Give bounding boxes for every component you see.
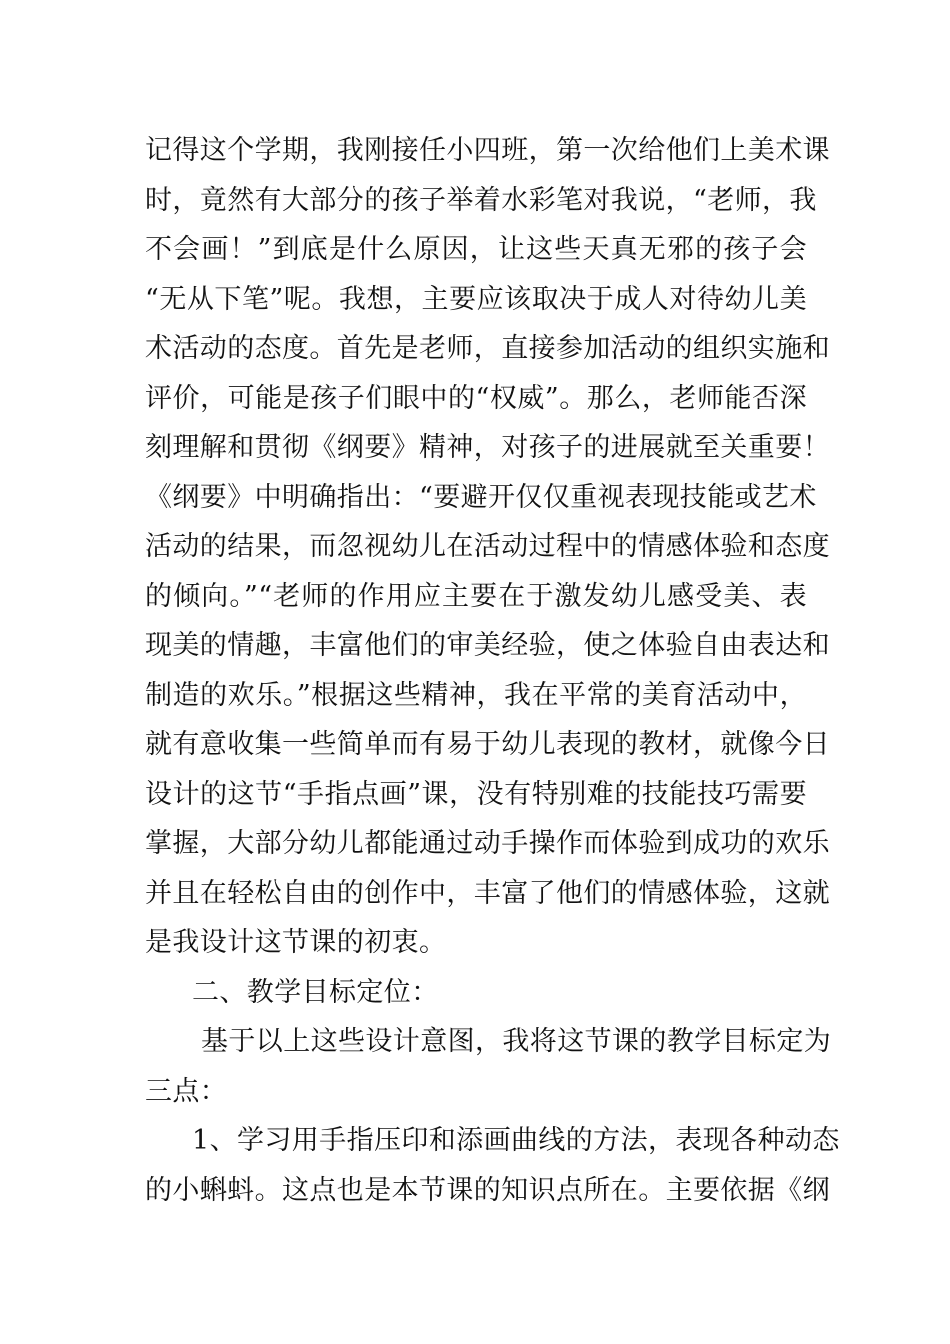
text-line: 三点： (145, 1075, 228, 1107)
section-heading: 二、教学目标定位： (192, 976, 439, 1008)
text-line: 设计的这节“手指点画”课，没有特别难的技能技巧需要 (145, 778, 807, 810)
text-line: 刻理解和贯彻《纲要》精神，对孩子的进展就至关重要！ (145, 432, 830, 463)
text-line: 的小蝌蚪。这点也是本节课的知识点所在。主要依据《纲 (145, 1174, 830, 1206)
text-line: 活动的结果，而忽视幼儿在活动过程中的情感体验和态度 (145, 531, 830, 562)
text-line: 就有意收集一些简单而有易于幼儿表现的教材，就像今日 (145, 729, 830, 760)
text-line: “无从下笔”呢。我想，主要应该取决于成人对待幼儿美 (145, 283, 807, 315)
text-line: 不会画！”到底是什么原因，让这些天真无邪的孩子会 (145, 234, 807, 265)
text-line: 1、学习用手指压印和添画曲线的方法，表现各种动态 (192, 1125, 840, 1156)
text-line: 是我设计这节课的初衷。 (145, 927, 447, 958)
text-line: 的倾向。”“老师的作用应主要在于激发幼儿感受美、表 (145, 580, 807, 612)
text-line: 记得这个学期，我刚接任小四班，第一次给他们上美术课 (145, 135, 830, 166)
text-line: 掌握，大部分幼儿都能通过动手操作而体验到成功的欢乐 (145, 828, 830, 859)
text-line: 现美的情趣，丰富他们的审美经验，使之体验自由表达和 (145, 630, 830, 661)
text-line: 制造的欢乐。”根据这些精神，我在平常的美育活动中， (145, 679, 807, 711)
text-line: 基于以上这些设计意图，我将这节课的教学目标定为 (201, 1026, 832, 1057)
text-line: 并且在轻松自由的创作中，丰富了他们的情感体验，这就 (145, 877, 830, 909)
text-line: 评价，可能是孩子们眼中的“权威”。那么，老师能否深 (145, 382, 807, 414)
text-line: 术活动的态度。首先是老师，直接参加活动的组织实施和 (145, 333, 830, 364)
text-line: 时，竟然有大部分的孩子举着水彩笔对我说，“老师，我 (145, 184, 817, 216)
text-line: 《纲要》中明确指出：“要避开仅仅重视表现技能或艺术 (145, 481, 817, 513)
document-body (145, 126, 840, 1215)
